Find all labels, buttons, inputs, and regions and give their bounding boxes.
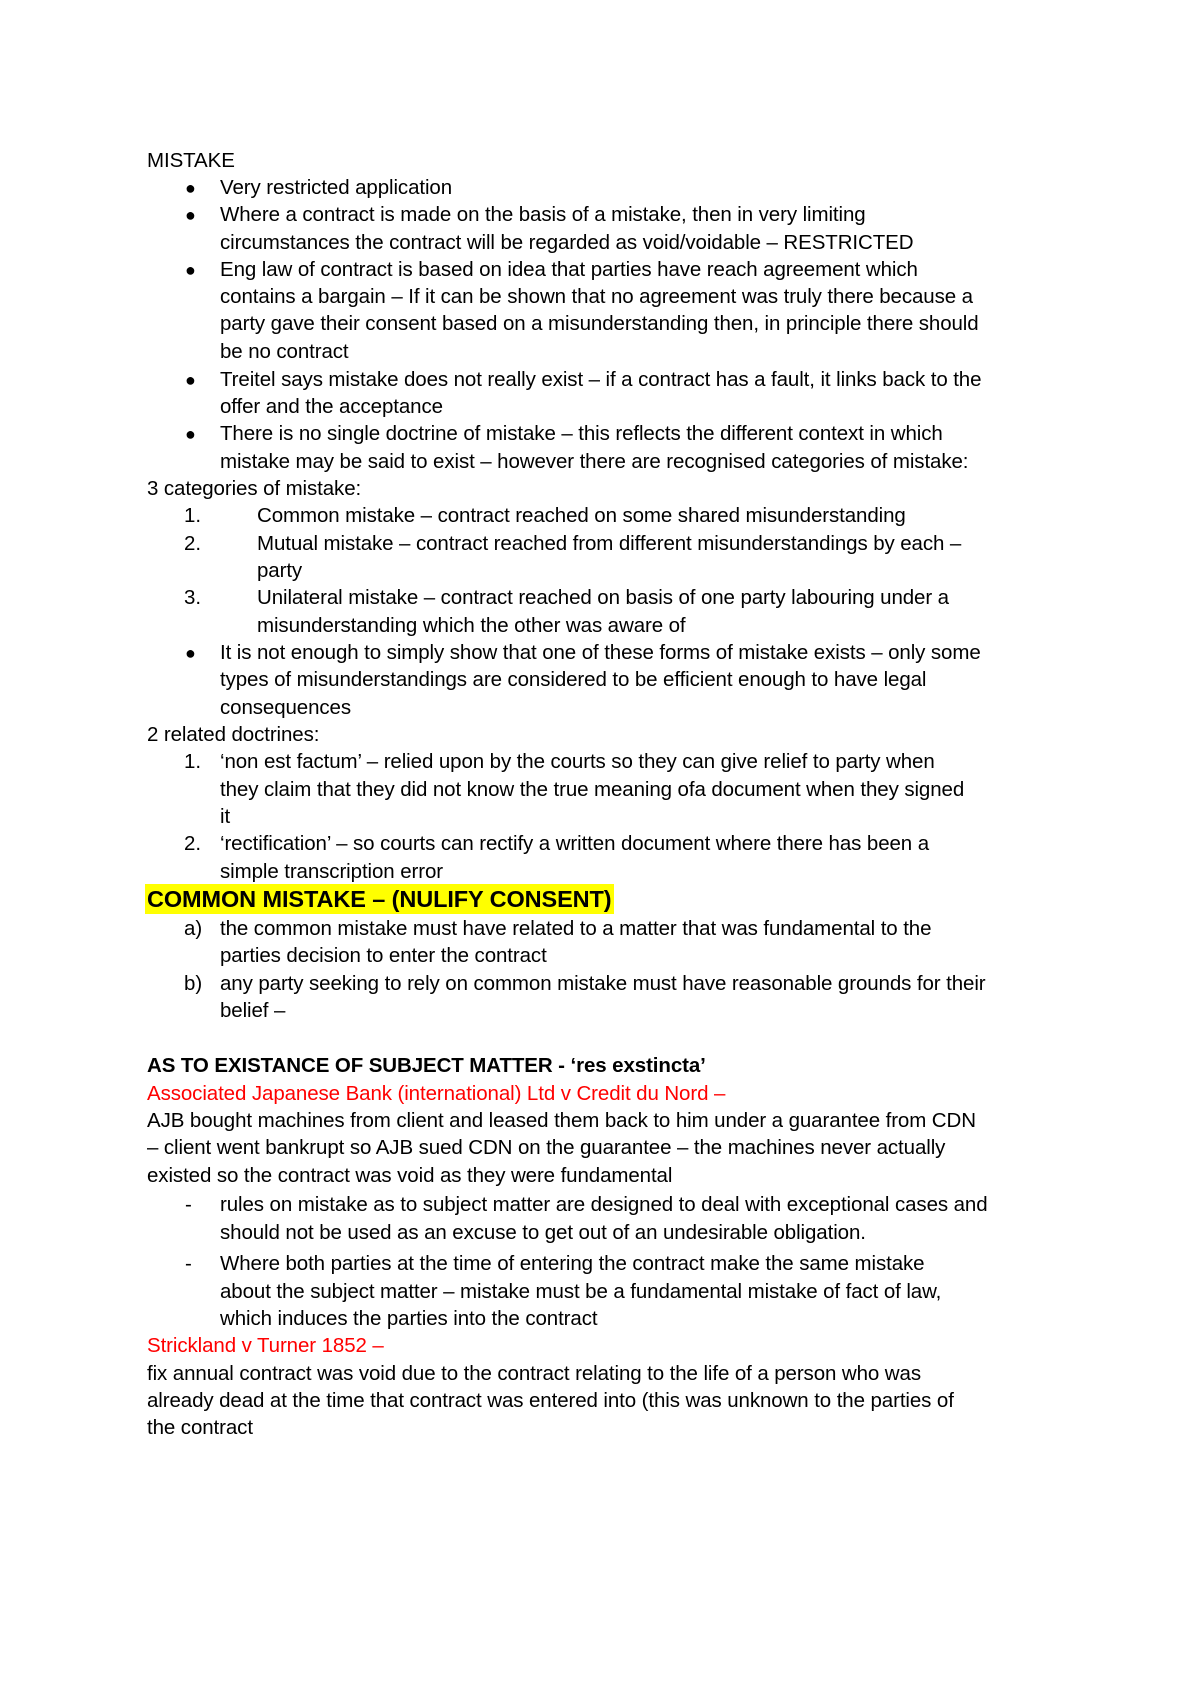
categories-note-line-3: consequences [220, 696, 352, 719]
bullet-3-line-1: Eng law of contract is based on idea that parties have reach agreement which [220, 258, 918, 281]
bullet-5-line-1: There is no single doctrine of mistake – this reflects the different context in which [220, 422, 943, 445]
case1-point-1-line-1: rules on mistake as to subject matter are designed to deal with exceptional cases and [220, 1193, 988, 1216]
case-name-strickland-v-turner: Strickland v Turner 1852 – [147, 1334, 384, 1357]
doctrine-1-line-3: it [220, 805, 231, 828]
case1-text-line-1: AJB bought machines from client and leased them back to him under a guarantee from CDN [147, 1109, 976, 1132]
bullet-3-line-2: contains a bargain – If it can be shown that no agreement was truly there because a [220, 285, 973, 308]
doctrines-label: 2 related doctrines: [147, 723, 320, 746]
dash-marker-icon: - [185, 1193, 192, 1216]
bullet-5-line-2: mistake may be said to exist – however there are recognised categories of mistake: [220, 450, 969, 473]
bullet-4-line-1: Treitel says mistake does not really exist – if a contract has a fault, it links back to the [220, 368, 982, 391]
categories-label: 3 categories of mistake: [147, 477, 362, 500]
bullet-dot-icon: ● [185, 205, 196, 225]
bullet-3-line-3: party gave their consent based on a misunderstanding then, in principle there should [220, 312, 979, 335]
bullet-dot-icon: ● [185, 260, 196, 280]
doctrine-number: 2. [184, 832, 202, 855]
categories-note-line-1: It is not enough to simply show that one of these forms of mistake exists – only some [220, 641, 981, 664]
case1-point-2-line-3: which induces the parties into the contract [220, 1307, 598, 1330]
case1-point-2-line-1: Where both parties at the time of entering the contract make the same mistake [220, 1252, 925, 1275]
case1-point-2-line-2: about the subject matter – mistake must be a fundamental mistake of fact of law, [220, 1280, 942, 1303]
bullet-dot-icon: ● [185, 178, 196, 198]
bullet-2-line-2: circumstances the contract will be regarded as void/voidable – RESTRICTED [220, 231, 914, 254]
case1-text-line-2: – client went bankrupt so AJB sued CDN on the guarantee – the machines never actually [147, 1136, 946, 1159]
bullet-2-line-1: Where a contract is made on the basis of a mistake, then in very limiting [220, 203, 866, 226]
doctrine-2-line-2: simple transcription error [220, 860, 443, 883]
document-title: MISTAKE [147, 149, 235, 172]
requirement-a-line-2: parties decision to enter the contract [220, 944, 547, 967]
doctrine-2-line-1: ‘rectification’ – so courts can rectify a written document where there has been a [220, 832, 930, 855]
bullet-1-line-1: Very restricted application [220, 176, 453, 199]
subject-matter-heading: AS TO EXISTANCE OF SUBJECT MATTER - ‘res exstincta’ [147, 1054, 706, 1077]
case1-text-line-3: existed so the contract was void as they were fundamental [147, 1164, 673, 1187]
bullet-dot-icon: ● [185, 643, 196, 663]
common-mistake-heading: COMMON MISTAKE – (NULIFY CONSENT) [147, 886, 612, 912]
case2-text-line-2: already dead at the time that contract was entered into (this was unknown to the parties of [147, 1389, 954, 1412]
category-number: 2. [184, 532, 202, 555]
dash-marker-icon: - [185, 1252, 192, 1275]
bullet-dot-icon: ● [185, 424, 196, 444]
bullet-dot-icon: ● [185, 370, 196, 390]
category-3-line-2: misunderstanding which the other was aware of [257, 614, 686, 637]
category-2-line-2: party [257, 559, 303, 582]
requirement-a-line-1: the common mistake must have related to a matter that was fundamental to the [220, 917, 932, 940]
category-3-line-1: Unilateral mistake – contract reached on basis of one party labouring under a [257, 586, 949, 609]
requirement-b-line-2: belief – [220, 999, 286, 1022]
case-name-associated-japanese-bank: Associated Japanese Bank (international) Ltd v Credit du Nord – [147, 1082, 726, 1105]
bullet-3-line-4: be no contract [220, 340, 349, 363]
category-number: 3. [184, 586, 202, 609]
requirement-b-line-1: any party seeking to rely on common mistake must have reasonable grounds for their [220, 972, 986, 995]
category-number: 1. [184, 504, 202, 527]
doctrine-1-line-1: ‘non est factum’ – relied upon by the courts so they can give relief to party when [220, 750, 935, 773]
case1-point-1-line-2: should not be used as an excuse to get out of an undesirable obligation. [220, 1221, 866, 1244]
bullet-4-line-2: offer and the acceptance [220, 395, 443, 418]
doctrine-1-line-2: they claim that they did not know the true meaning ofa document when they signed [220, 778, 965, 801]
requirement-letter: b) [184, 972, 203, 995]
case2-text-line-1: fix annual contract was void due to the contract relating to the life of a person who was [147, 1362, 921, 1385]
category-1-line-1: Common mistake – contract reached on some shared misunderstanding [257, 504, 906, 527]
requirement-letter: a) [184, 917, 203, 940]
doctrine-number: 1. [184, 750, 202, 773]
category-2-line-1: Mutual mistake – contract reached from different misunderstandings by each – [257, 532, 962, 555]
case2-text-line-3: the contract [147, 1416, 253, 1439]
categories-note-line-2: types of misunderstandings are considered to be efficient enough to have legal [220, 668, 927, 691]
